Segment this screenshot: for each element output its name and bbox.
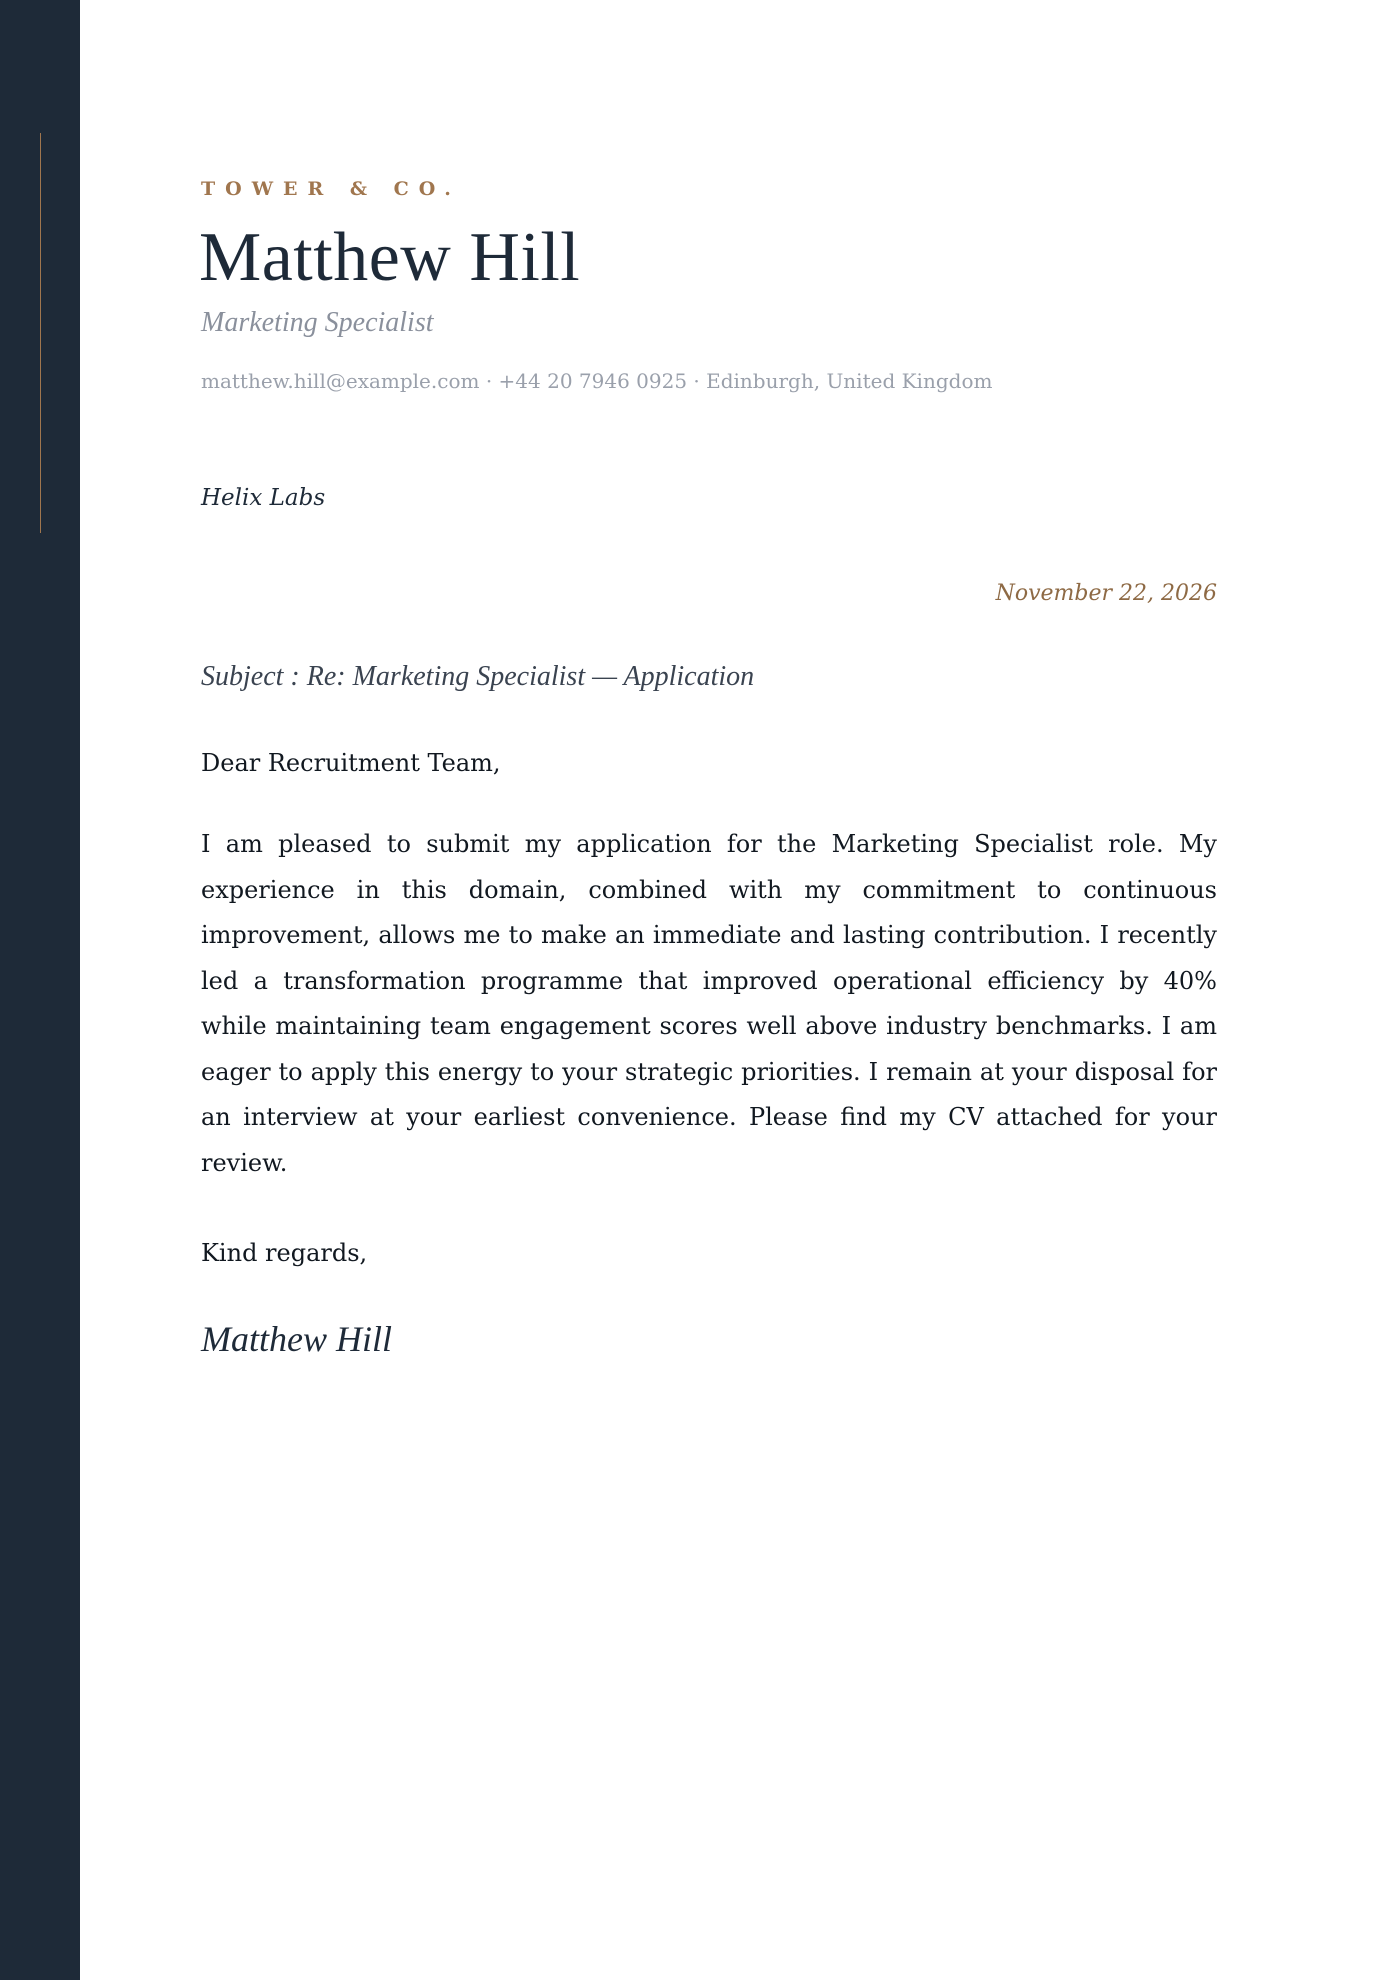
sidebar-accent-rule (40, 133, 41, 533)
letter-greeting: Dear Recruitment Team, (201, 749, 501, 777)
company-name: TOWER & CO. (201, 178, 461, 200)
recipient-organization: Helix Labs (201, 485, 326, 511)
sender-contact: matthew.hill@example.com · +44 20 7946 0925 · Edinburgh, United Kingdom (201, 369, 993, 393)
sidebar-band (0, 0, 80, 1980)
letter-body: I am pleased to submit my application for the Marketing Specialist role. My experience in this domain, combined with my commitment to continuous improvement, allows me to make an immediate and lasting contribution. I recently led a transformation programme that improved operational efficiency by 40% while maintaining team engagement scores well above industry benchmarks. I am eager to apply this energy to your strategic priorities. I remain at your disposal for an interview at your earliest convenience. Please find my CV attached for your review. (201, 830, 1217, 1177)
letter-closing: Kind regards, (201, 1239, 368, 1267)
sender-name: Matthew Hill (199, 219, 581, 296)
signature: Matthew Hill (201, 1319, 392, 1359)
sender-role: Marketing Specialist (201, 307, 434, 338)
letter-date: November 22, 2026 (995, 581, 1217, 606)
letter-subject: Subject : Re: Marketing Specialist — Application (201, 661, 755, 692)
